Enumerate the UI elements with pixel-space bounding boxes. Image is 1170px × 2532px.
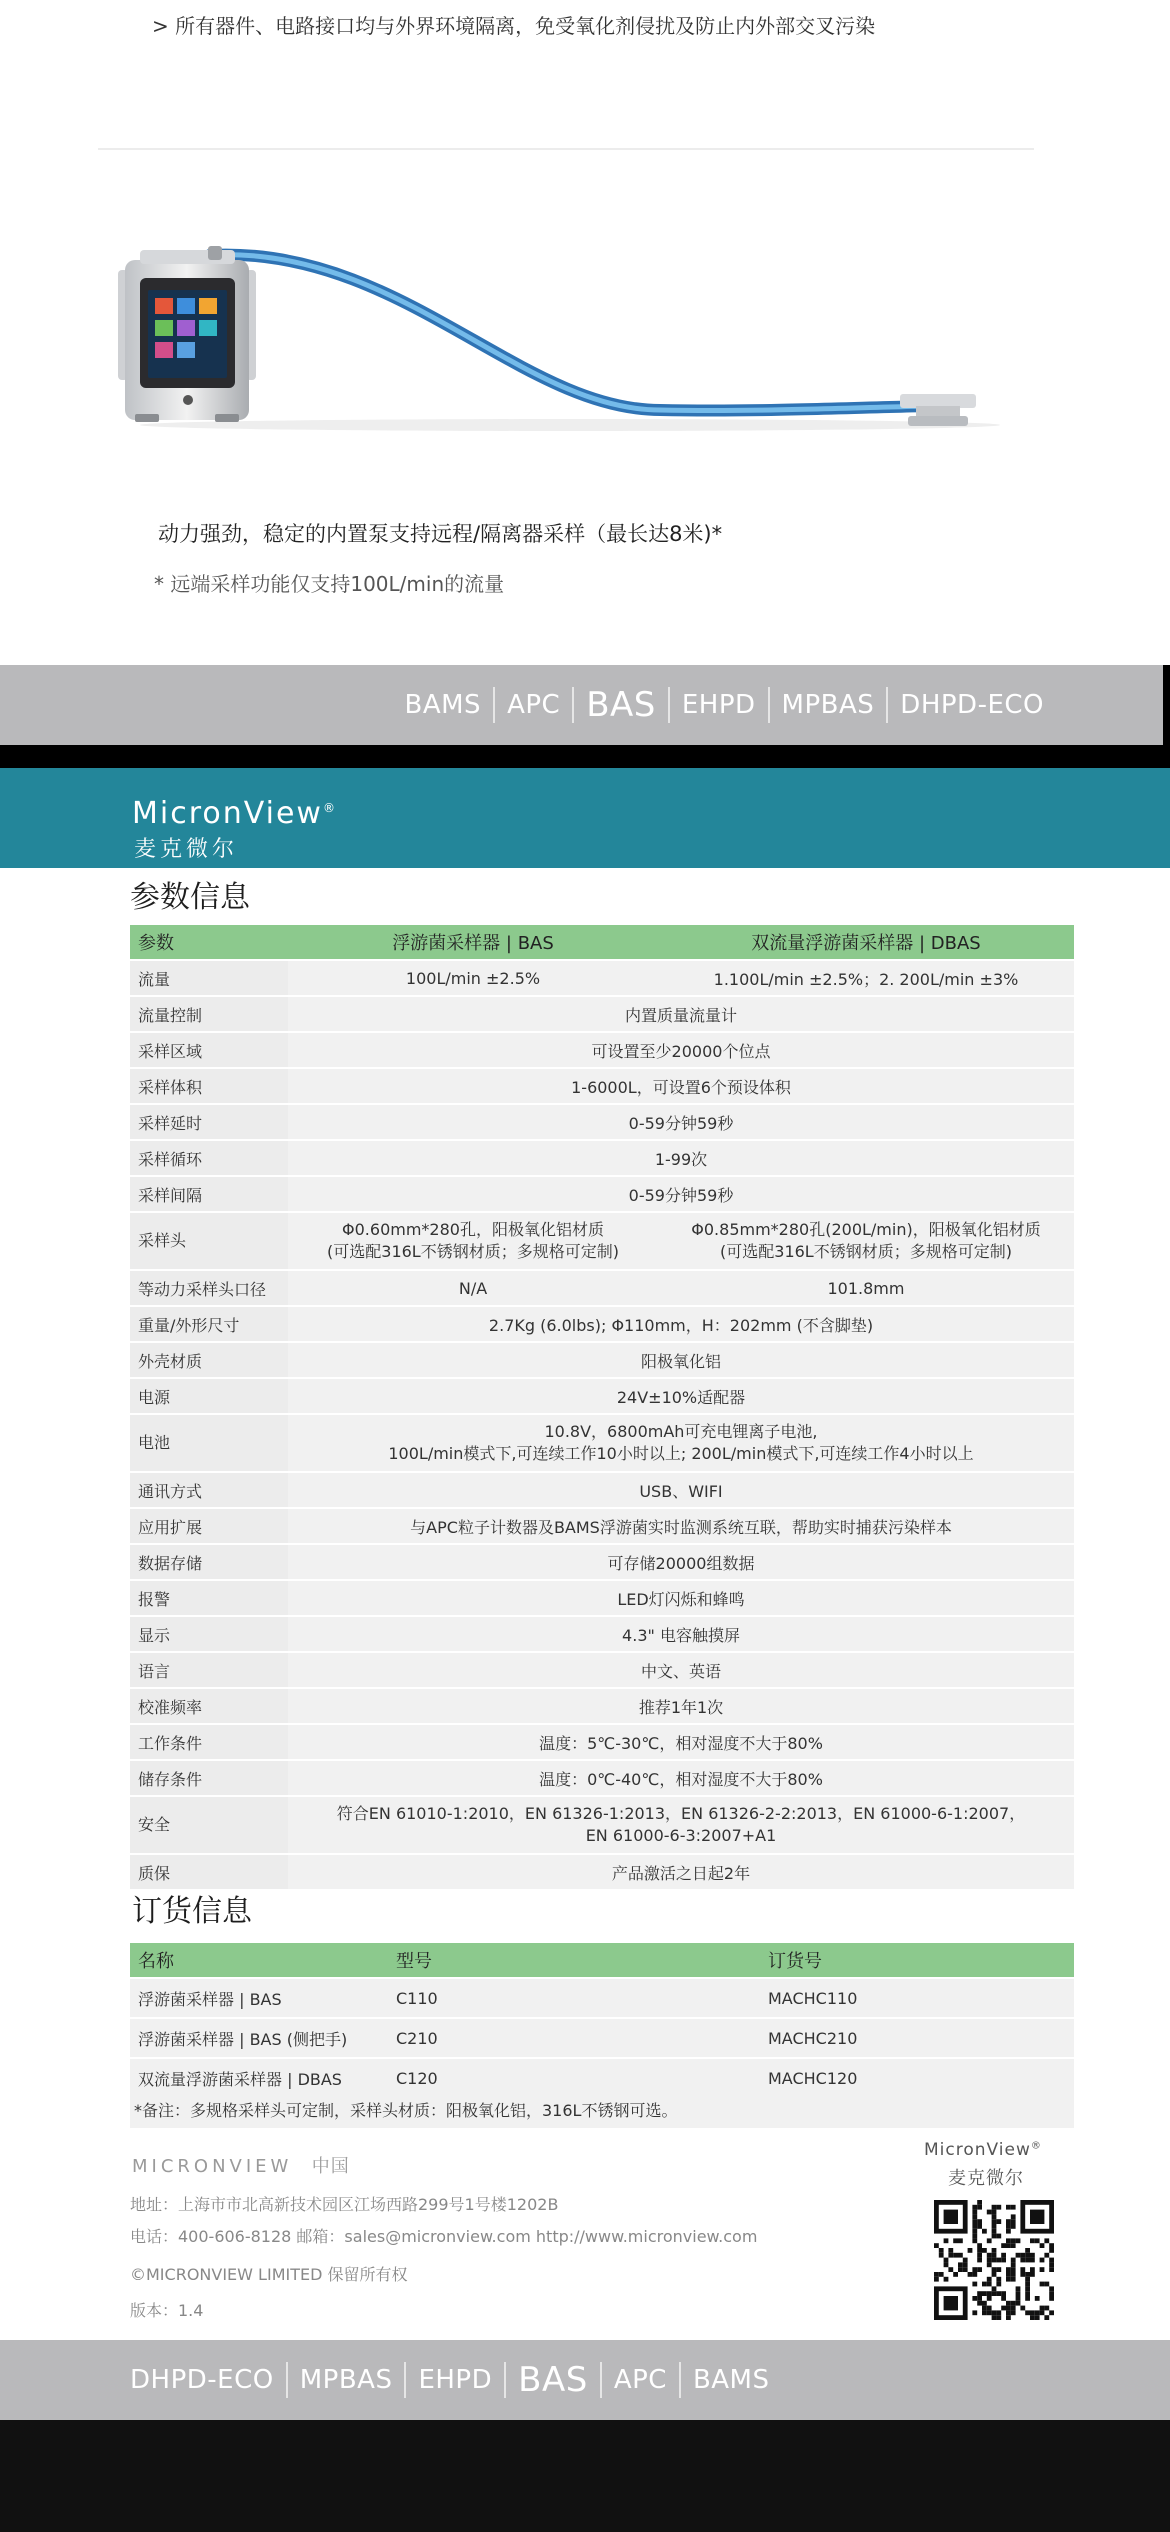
param-label: 采样间隔 [130, 1177, 288, 1211]
brand-logo [132, 796, 337, 831]
order-model: C120 [388, 2059, 760, 2097]
params-row [130, 997, 1074, 1031]
param-value-bas [288, 1271, 658, 1305]
param-value-line: 101.8mm [827, 1278, 905, 1298]
params-row [130, 1379, 1074, 1413]
param-value-both [288, 1033, 1074, 1067]
divider [98, 148, 1034, 150]
order-code: MACHC210 [760, 2019, 1074, 2057]
param-label: 质保 [130, 1855, 288, 1889]
params-row [130, 1473, 1074, 1507]
param-value-line: Φ0.85mm*280孔(200L/min)，阳极氧化铝材质 [691, 1220, 1041, 1239]
param-label: 语言 [130, 1653, 288, 1687]
remote-sampling-note: * 远端采样功能仅支持100L/min的流量 [154, 572, 505, 596]
param-value-line: Φ0.60mm*280孔，阳极氧化铝材质 [342, 1220, 604, 1239]
param-value-both [288, 1473, 1074, 1507]
param-label: 安全 [130, 1797, 288, 1853]
param-label: 采样循环 [130, 1141, 288, 1175]
order-name: 双流量浮游菌采样器 | DBAS [130, 2059, 388, 2097]
order-note: *备注：多规格采样头可定制，采样头材质：阳极氧化铝，316L不锈钢可选。 [130, 2094, 1074, 2128]
param-value-line: 阳极氧化铝 [640, 1351, 721, 1371]
params-header-row [130, 925, 1074, 959]
params-row [130, 1689, 1074, 1723]
page-edge [1163, 665, 1170, 745]
param-label: 等动力采样头口径 [130, 1271, 288, 1305]
pump-caption: 动力强劲，稳定的内置泵支持远程/隔离器采样（最长达8米)* [158, 522, 723, 546]
params-row [130, 1855, 1074, 1889]
param-value-both [288, 1617, 1074, 1651]
param-value-line: 0-59分钟59秒 [628, 1113, 734, 1133]
param-value-both [288, 1725, 1074, 1759]
param-value-dbas [658, 961, 1074, 995]
param-label: 显示 [130, 1617, 288, 1651]
nav-link-apc[interactable]: APC [507, 690, 561, 720]
param-label: 通讯方式 [130, 1473, 288, 1507]
param-label: 电源 [130, 1379, 288, 1413]
footer-address: 地址：上海市市北高新技术园区江场西路299号1号楼1202B [130, 2195, 559, 2214]
param-value-dbas [658, 1213, 1074, 1269]
param-value-line: 推荐1年1次 [638, 1697, 724, 1717]
param-value-line: 内置质量流量计 [624, 1005, 737, 1025]
params-row [130, 1307, 1074, 1341]
nav-link-ehpd[interactable]: EHPD [418, 2365, 493, 2395]
order-name: 浮游菌采样器 | BAS (侧把手) [130, 2019, 388, 2057]
param-value-line: 温度：5℃-30℃，相对湿度不大于80% [539, 1733, 823, 1753]
param-value-line: N/A [458, 1278, 488, 1298]
param-value-both [288, 1141, 1074, 1175]
param-value-line: 100L/min模式下,可连续工作10小时以上; 200L/min模式下,可连续工作4小时以上 [388, 1444, 974, 1463]
params-header-param: 参数 [130, 925, 288, 959]
param-label: 流量 [130, 961, 288, 995]
order-table [130, 1941, 1074, 2099]
param-value-both [288, 997, 1074, 1031]
param-value-line: 符合EN 61010-1:2010，EN 61326-1:2013，EN 61326-2-2:2013，EN 61000-6-1:2007， [336, 1804, 1026, 1823]
order-title: 订货信息 [132, 1894, 252, 1929]
param-value-both [288, 1689, 1074, 1723]
param-value-both [288, 1797, 1074, 1853]
footer-region: 中国 [311, 2156, 350, 2177]
order-header-row [130, 1943, 1074, 1977]
param-label: 采样区域 [130, 1033, 288, 1067]
params-row [130, 1581, 1074, 1615]
params-row [130, 1069, 1074, 1103]
params-row [130, 1105, 1074, 1139]
param-value-both [288, 1177, 1074, 1211]
param-label: 储存条件 [130, 1761, 288, 1795]
nav-link-ehpd[interactable]: EHPD [681, 690, 756, 720]
order-row [130, 2059, 1074, 2097]
brand-name: MicronView [132, 796, 323, 831]
param-label: 电池 [130, 1415, 288, 1471]
param-value-line: 1-99次 [654, 1149, 708, 1169]
param-value-line: 产品激活之日起2年 [611, 1863, 751, 1883]
params-header-bas: 浮游菌采样器 | BAS [288, 925, 658, 959]
param-value-line: 中文、英语 [640, 1661, 721, 1681]
param-value-line: 1.100L/min ±2.5%；2. 200L/min ±3% [713, 969, 1019, 989]
param-value-line: USB、WIFI [639, 1481, 723, 1501]
nav-link-mpbas[interactable]: MPBAS [299, 2365, 393, 2395]
product-nav-bottom [0, 2340, 1170, 2420]
params-row [130, 1509, 1074, 1543]
param-value-line: 24V±10%适配器 [616, 1387, 746, 1407]
params-header-dbas: 双流量浮游菌采样器 | DBAS [658, 925, 1074, 959]
qr-code-image[interactable] [934, 2200, 1054, 2324]
params-row [130, 1343, 1074, 1377]
param-value-line: 100L/min ±2.5% [405, 968, 541, 988]
nav-link-bams[interactable]: BAMS [404, 690, 482, 720]
param-value-both [288, 1105, 1074, 1139]
param-value-line: EN 61000-6-3:2007+A1 [585, 1826, 777, 1845]
param-label: 外壳材质 [130, 1343, 288, 1377]
param-value-both [288, 1307, 1074, 1341]
param-label: 采样延时 [130, 1105, 288, 1139]
param-value-line: 可存储20000组数据 [607, 1553, 755, 1573]
params-row [130, 1545, 1074, 1579]
param-value-line: 2.7Kg (6.0lbs); Φ110mm，H：202mm (不含脚垫) [488, 1315, 874, 1335]
order-row [130, 2019, 1074, 2057]
param-value-both [288, 1415, 1074, 1471]
brand-registered-mark: ® [322, 801, 337, 815]
nav-link-bams[interactable]: BAMS [692, 2365, 770, 2395]
params-row [130, 1653, 1074, 1687]
param-value-line: 10.8V，6800mAh可充电锂离子电池, [544, 1422, 818, 1441]
param-label: 重量/外形尺寸 [130, 1307, 288, 1341]
param-value-both [288, 1069, 1074, 1103]
nav-link-apc[interactable]: APC [613, 2365, 667, 2395]
param-value-bas [288, 1213, 658, 1269]
footer-brand-reg: ® [1030, 2140, 1042, 2152]
nav-link-bas[interactable]: BAS [518, 2360, 588, 2400]
nav-link-dhpd-eco[interactable]: DHPD-ECO [130, 2365, 274, 2395]
nav-link-mpbas[interactable]: MPBAS [781, 690, 875, 720]
footer-brand-cn: 麦克微尔 [948, 2168, 1024, 2189]
param-value-line: 0-59分钟59秒 [628, 1185, 734, 1205]
order-row [130, 1979, 1074, 2017]
order-header-code: 订货号 [760, 1943, 1074, 1977]
footer-copyright: ©MICRONVIEW LIMITED 保留所有权 [130, 2265, 408, 2284]
brand-cn-name: 麦克微尔 [134, 837, 239, 862]
params-row [130, 1797, 1074, 1853]
param-value-both [288, 1379, 1074, 1413]
params-title: 参数信息 [130, 880, 250, 915]
param-value-line: 可设置至少20000个位点 [591, 1041, 771, 1061]
order-name: 浮游菌采样器 | BAS [130, 1979, 388, 2017]
order-header-model: 型号 [388, 1943, 760, 1977]
param-label: 数据存储 [130, 1545, 288, 1579]
params-row [130, 1617, 1074, 1651]
param-label: 工作条件 [130, 1725, 288, 1759]
params-row [130, 1271, 1074, 1305]
order-model: C210 [388, 2019, 760, 2057]
param-value-line: LED灯闪烁和蜂鸣 [617, 1589, 745, 1609]
nav-link-dhpd-eco[interactable]: DHPD-ECO [900, 690, 1044, 720]
param-value-line: 1-6000L，可设置6个预设体积 [571, 1077, 791, 1097]
order-model: C110 [388, 1979, 760, 2017]
footer-company [132, 2152, 350, 2178]
param-value-both [288, 1653, 1074, 1687]
order-header-name: 名称 [130, 1943, 388, 1977]
param-label: 采样体积 [130, 1069, 288, 1103]
params-row [130, 1177, 1074, 1211]
param-value-both [288, 1761, 1074, 1795]
param-label: 采样头 [130, 1213, 288, 1269]
product-nav-top [0, 665, 1170, 745]
params-row [130, 1415, 1074, 1471]
param-label: 校准频率 [130, 1689, 288, 1723]
params-row [130, 1213, 1074, 1269]
footer-company-name: MICRONVIEW [132, 2156, 293, 2177]
page-bottom-margin [0, 2420, 1170, 2532]
footer-contact-line: 电话：400-606-8128 邮箱：sales@micronview.com http://www.micronview.com [130, 2227, 758, 2246]
params-table [130, 923, 1074, 1891]
param-value-line: 与APC粒子计数器及BAMS浮游菌实时监测系统互联，帮助实时捕获污染样本 [410, 1517, 952, 1537]
footer-version: 版本：1.4 [130, 2301, 204, 2320]
sampler-product-image [100, 230, 1040, 440]
param-value-line: 温度：0℃-40℃，相对湿度不大于80% [539, 1769, 823, 1789]
nav-link-bas[interactable]: BAS [586, 685, 656, 725]
param-value-both [288, 1343, 1074, 1377]
param-value-dbas [658, 1271, 1074, 1305]
params-row [130, 1761, 1074, 1795]
params-row [130, 1033, 1074, 1067]
params-row [130, 1725, 1074, 1759]
param-value-both [288, 1581, 1074, 1615]
order-code: MACHC110 [760, 1979, 1074, 2017]
param-value-line: (可选配316L不锈钢材质；多规格可定制) [720, 1242, 1012, 1261]
footer-brand-name: MicronView [924, 2140, 1031, 2160]
order-code: MACHC120 [760, 2059, 1074, 2097]
param-label: 报警 [130, 1581, 288, 1615]
param-value-line: 4.3" 电容触摸屏 [622, 1625, 740, 1645]
param-value-both [288, 1855, 1074, 1889]
footer-brand-logo [924, 2140, 1042, 2160]
param-value-both [288, 1509, 1074, 1543]
param-value-line: (可选配316L不锈钢材质；多规格可定制) [327, 1242, 619, 1261]
param-value-bas [288, 961, 658, 995]
param-value-both [288, 1545, 1074, 1579]
param-label: 流量控制 [130, 997, 288, 1031]
params-row [130, 1141, 1074, 1175]
param-label: 应用扩展 [130, 1509, 288, 1543]
params-row [130, 961, 1074, 995]
feature-bullet: > 所有器件、电路接口均与外界环境隔离，免受氧化剂侵扰及防止内外部交叉污染 [152, 14, 876, 38]
